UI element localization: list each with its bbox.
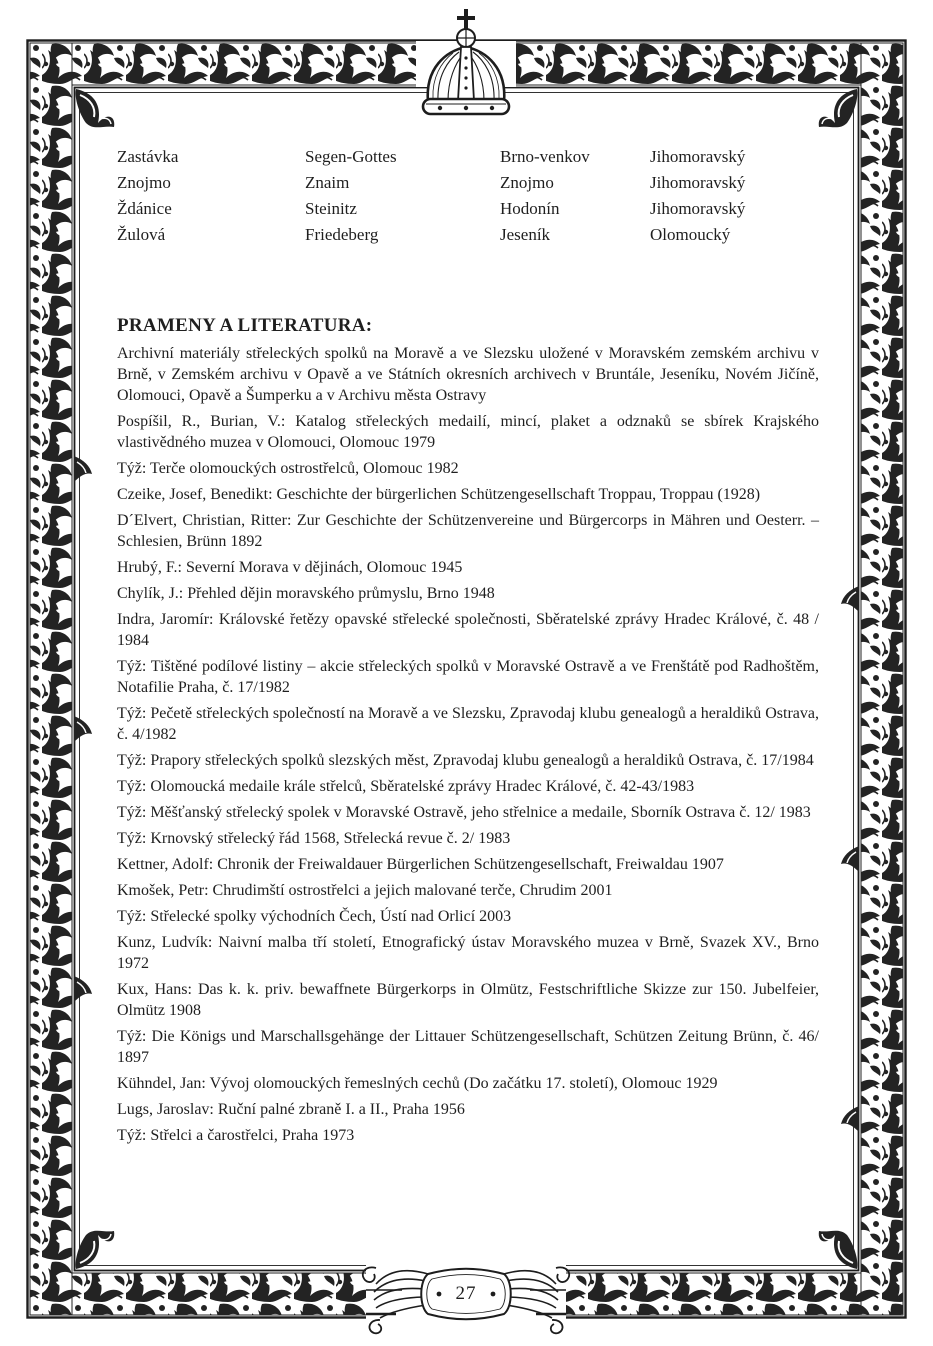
table-cell: Brno-venkov (500, 147, 590, 166)
bibliography-entry: Kux, Hans: Das k. k. priv. bewaffnete Bürgerkorps in Olmütz, Festschriftliche Skizze zur 150. Jubelfeier, Olmütz 1908 (117, 981, 819, 1019)
section-heading: PRAMENY A LITERATURA: (117, 315, 373, 336)
bibliography-entry: Kühndel, Jan: Vývoj olomouckých řemeslných cechů (Do začátku 17. století), Olomouc 1929 (117, 1075, 718, 1092)
table-cell: Znojmo (117, 173, 171, 192)
bibliography-entry: Pospíšil, R., Burian, V.: Katalog střeleckých medailí, mincí, plaket a odznaků se sbírek Krajského vlastivědného muzea v Olomouci, Olomouc 1979 (117, 413, 819, 451)
bibliography-entry: Týž: Olomoucká medaile krále střelců, Sběratelské zprávy Hradec Králové, č. 42-43/1983 (117, 778, 695, 795)
bibliography-entry: D´Elvert, Christian, Ritter: Zur Geschichte der Schützenvereine und Bürgercorps in Mähren und Oesterr. – Schlesien, Brünn 1892 (117, 512, 819, 550)
table-cell: Znojmo (500, 173, 554, 192)
crown-ornament (416, 9, 516, 114)
bibliography-entry: Kettner, Adolf: Chronik der Freiwaldauer Bürgerlichen Schützengesellschaft, Freiwaldau 1907 (117, 856, 724, 873)
table-cell: Olomoucký (650, 225, 731, 244)
bibliography-entry: Týž: Pečetě střeleckých společností na Moravě a ve Slezsku, Zpravodaj klubu genealogů a heraldiků Ostrava, č. 4/1982 (117, 705, 819, 743)
table-cell: Segen-Gottes (305, 147, 397, 166)
bibliography-entry: Týž: Terče olomouckých ostrostřelců, Olomouc 1982 (117, 460, 459, 477)
bibliography-entry: Chylík, J.: Přehled dějin moravského průmyslu, Brno 1948 (117, 585, 495, 602)
places-table (117, 144, 819, 248)
bibliography-entry: Indra, Jaromír: Královské řetězy opavské střelecké společnosti, Sběratelské zprávy Hradec Králové, č. 48 / 1984 (117, 611, 819, 649)
table-row (117, 222, 819, 248)
bibliography-entry: Hrubý, F.: Severní Morava v dějinách, Olomouc 1945 (117, 559, 463, 576)
bibliography-entry: Czeike, Josef, Benedikt: Geschichte der bürgerlichen Schützengesellschaft Troppau, Troppau (1928) (117, 486, 761, 503)
bibliography-entry: Archivní materiály střeleckých spolků na Moravě a ve Slezsku uložené v Moravském zemském archivu v Brně, v Zemském archivu v Opavě a ve Státních okresních archivech v Bruntále, Jeseníku, Novém Jičíně, Olomouci, Opavě a Šumperku a v Archivu města Ostravy (117, 345, 819, 404)
table-cell: Znaim (305, 173, 350, 192)
table-row (117, 170, 819, 196)
table-cell: Ždánice (117, 199, 172, 218)
table-cell: Jihomoravský (650, 173, 746, 192)
bibliography-entry: Kmošek, Petr: Chrudimští ostrostřelci a jejich malované terče, Chrudim 2001 (117, 882, 613, 899)
table-row (117, 196, 819, 222)
table-cell: Jeseník (500, 225, 551, 244)
page-content (117, 144, 819, 1146)
bibliography-entry: Týž: Prapory střeleckých spolků slezských měst, Zpravodaj klubu genealogů a heraldiků Ostrava, č. 17/1984 (117, 752, 814, 769)
table-cell: Friedeberg (305, 225, 379, 244)
bibliography-entry: Týž: Střelci a čarostřelci, Praha 1973 (117, 1127, 355, 1144)
table-cell: Žulová (117, 225, 166, 244)
bibliography-entry: Týž: Krnovský střelecký řád 1568, Střelecká revue č. 2/ 1983 (117, 830, 511, 847)
table-cell: Jihomoravský (650, 199, 746, 218)
bibliography-entry: Týž: Měšťanský střelecký spolek v Moravské Ostravě, jeho střelnice a medaile, Sborník Ostrava č. 12/ 1983 (117, 804, 811, 821)
bibliography-entry: Lugs, Jaroslav: Ruční palné zbraně I. a II., Praha 1956 (117, 1101, 465, 1118)
table-cell: Jihomoravský (650, 147, 746, 166)
table-cell: Zastávka (117, 147, 179, 166)
table-cell: Steinitz (305, 199, 357, 218)
table-cell: Hodonín (500, 199, 560, 218)
page-number: 27 (455, 1283, 477, 1304)
bibliography-entry: Týž: Die Königs und Marschallsgehänge der Littauer Schützengesellschaft, Schützen Zeitung Brünn, č. 46/ 1897 (117, 1028, 819, 1066)
bibliography-entry: Týž: Střelecké spolky východních Čech, Ústí nad Orlicí 2003 (117, 908, 512, 925)
bibliography-entry: Týž: Tištěné podílové listiny – akcie střeleckých spolků v Moravské Ostravě a ve Frenštátě pod Radhoštěm, Notafilie Praha, č. 17/1982 (117, 658, 819, 696)
bibliography-entry: Kunz, Ludvík: Naivní malba tří století, Etnografický ústav Moravského muzea v Brně, Svazek XV., Brno 1972 (117, 934, 819, 972)
table-row (117, 144, 819, 170)
